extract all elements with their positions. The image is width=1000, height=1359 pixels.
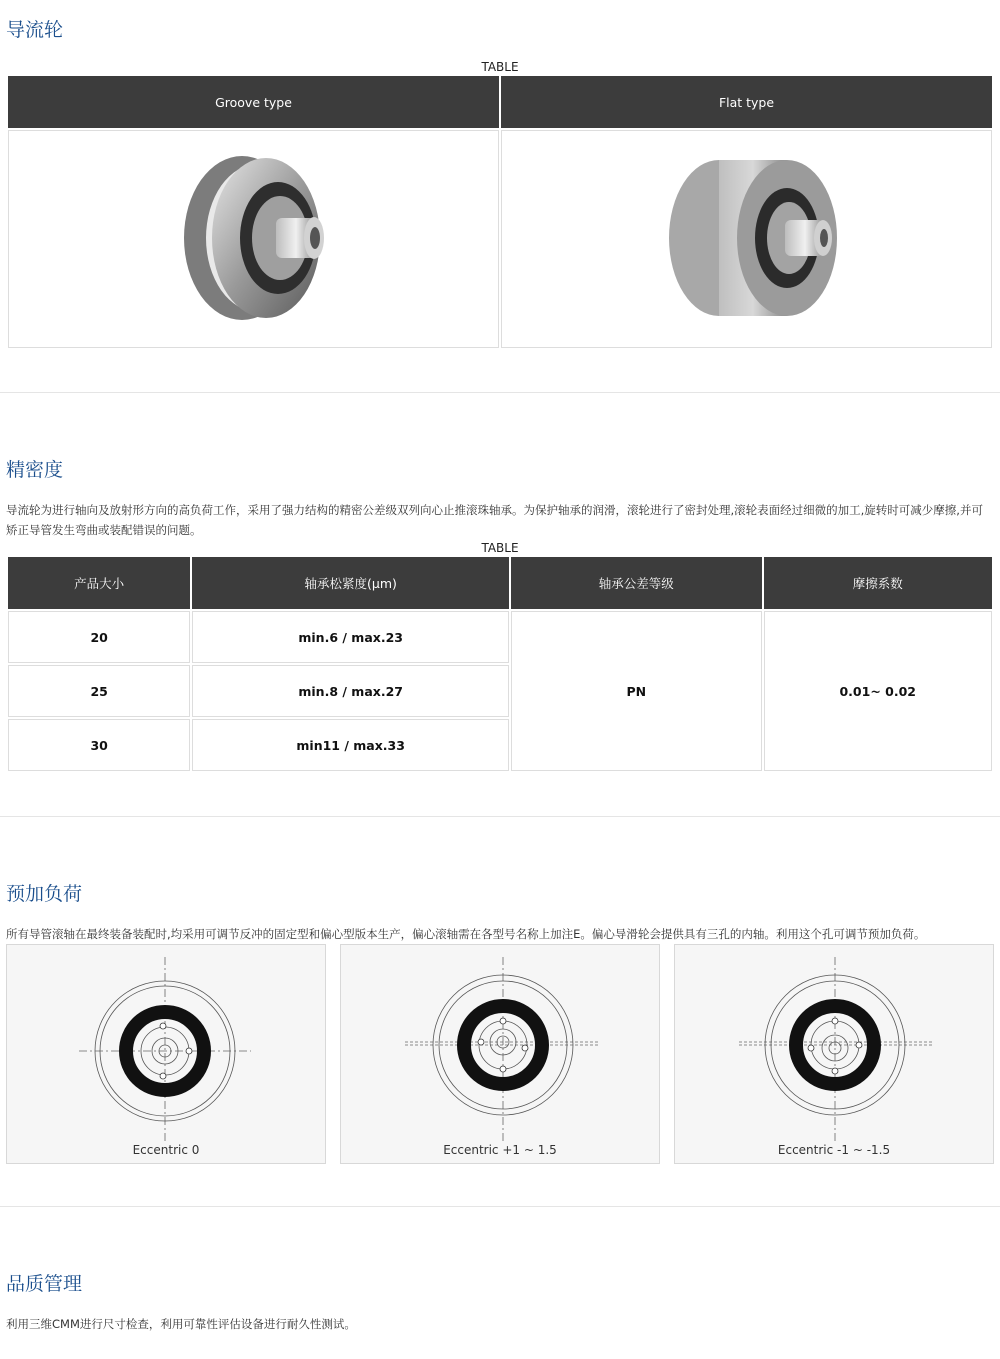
eccentric-0-panel	[6, 944, 326, 1164]
eccentric-plus-label: Eccentric +1 ~ 1.5	[443, 1143, 557, 1157]
eccentric-0-diagram	[7, 945, 325, 1163]
header-tolerance-class: 轴承公差等级	[511, 557, 762, 609]
header-friction-coefficient: 摩擦系数	[764, 557, 993, 609]
table-caption: TABLE	[481, 60, 519, 74]
eccentric-0-label: Eccentric 0	[132, 1143, 200, 1157]
preload-description: 所有导管滚轴在最终装备装配时,均采用可调节反冲的固定型和偏心型版本生产，偏心滚轴需在各型号名称上加注E。偏心导滑轮会提供具有三孔的内轴。利用这个孔可调节预加负荷。	[6, 927, 926, 941]
section-divider	[0, 1206, 1000, 1207]
groove-wheel-image	[154, 138, 354, 338]
header-groove-type: Groove type	[8, 76, 499, 128]
section-title-precision: 精密度	[6, 459, 64, 481]
precision-description: 导流轮为进行轴向及放射形方向的高负荷工作，采用了强力结构的精密公差级双列向心止推滚珠轴承。为保护轴承的润滑，滚轮进行了密封处理,滚轮表面经过细微的加工,旋转时可减少摩擦,并可矫正导管发生弯曲或装配错误的问题。	[6, 503, 983, 537]
clearance-cell: min11 / max.33	[192, 719, 509, 771]
table-caption: TABLE	[481, 541, 519, 555]
eccentric-plus-panel	[340, 944, 660, 1164]
eccentric-minus-diagram	[675, 945, 993, 1163]
table-row	[8, 611, 992, 663]
tolerance-class-cell: PN	[511, 611, 762, 771]
header-flat-type: Flat type	[501, 76, 992, 128]
clearance-cell: min.8 / max.27	[192, 665, 509, 717]
quality-description: 利用三维CMM进行尺寸检查，利用可靠性评估设备进行耐久性测试。	[6, 1317, 356, 1331]
section-title-preload: 预加负荷	[6, 883, 83, 905]
eccentric-plus-diagram	[341, 945, 659, 1163]
flat-wheel-cell	[501, 130, 992, 348]
section-divider	[0, 816, 1000, 817]
section-title-quality: 品质管理	[6, 1273, 83, 1295]
section-divider	[0, 392, 1000, 393]
clearance-cell: min.6 / max.23	[192, 611, 509, 663]
size-cell: 20	[8, 611, 190, 663]
eccentric-minus-label: Eccentric -1 ~ -1.5	[777, 1143, 891, 1157]
size-cell: 30	[8, 719, 190, 771]
flat-wheel-image	[647, 138, 847, 338]
header-bearing-clearance: 轴承松紧度(μm)	[192, 557, 509, 609]
wheel-type-table	[6, 74, 994, 350]
section-title-guide-wheel: 导流轮	[6, 19, 64, 41]
groove-wheel-cell	[8, 130, 499, 348]
header-product-size: 产品大小	[8, 557, 190, 609]
precision-table	[6, 555, 994, 773]
friction-cell: 0.01~ 0.02	[764, 611, 993, 771]
size-cell: 25	[8, 665, 190, 717]
eccentric-minus-panel	[674, 944, 994, 1164]
